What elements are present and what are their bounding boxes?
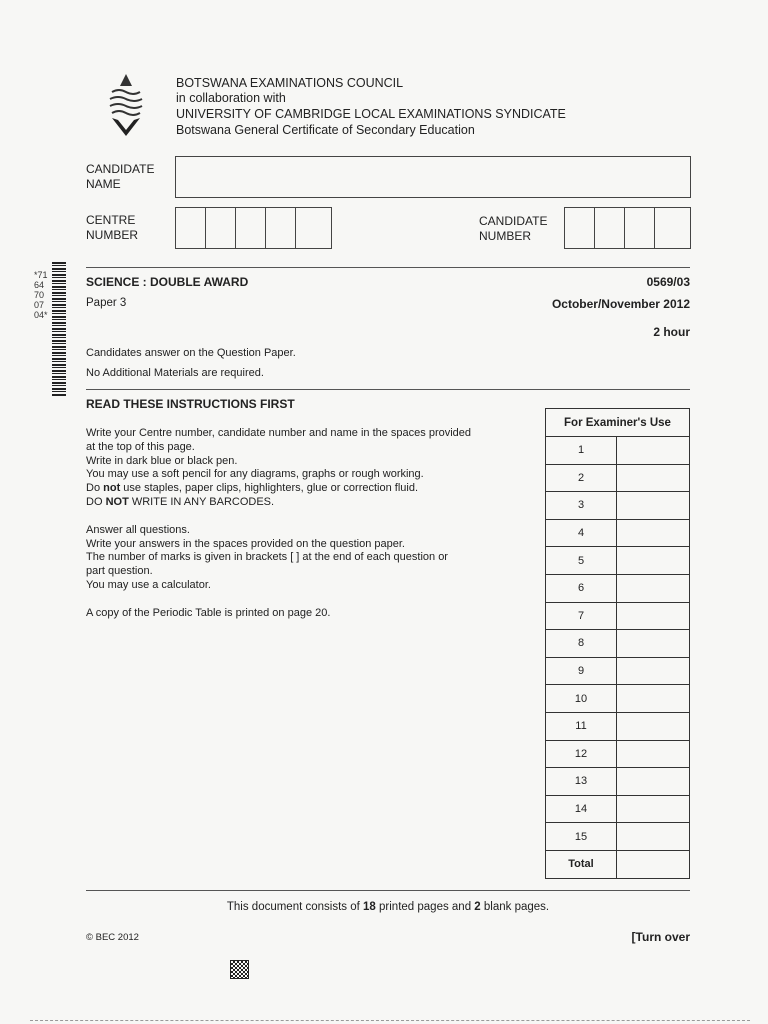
examiner-row <box>546 464 690 492</box>
copyright: © BEC 2012 <box>86 932 139 943</box>
candidate-number-input[interactable] <box>564 207 691 249</box>
candidate-name-label: CANDIDATE NAME <box>86 162 155 191</box>
question-number: 4 <box>546 519 617 547</box>
examiner-row <box>546 795 690 823</box>
question-number: 3 <box>546 492 617 520</box>
question-number: 10 <box>546 685 617 713</box>
question-number: 9 <box>546 657 617 685</box>
examiner-row <box>546 823 690 851</box>
examiner-row <box>546 630 690 658</box>
bec-logo-icon <box>104 72 148 138</box>
candidate-number-label: CANDIDATE NUMBER <box>479 214 548 243</box>
divider <box>86 267 690 268</box>
turn-over: [Turn over <box>631 930 690 944</box>
mark-cell[interactable] <box>617 437 690 465</box>
question-number: 15 <box>546 823 617 851</box>
examiner-row <box>546 712 690 740</box>
page-count-note: This document consists of 18 printed pages and 2 blank pages. <box>226 901 550 913</box>
barcode <box>52 262 66 396</box>
question-number: 1 <box>546 437 617 465</box>
paper-code: 0569/03 <box>646 275 690 289</box>
candidate-name-input[interactable] <box>175 156 691 198</box>
answer-note: Candidates answer on the Question Paper. <box>86 347 296 359</box>
question-number: 14 <box>546 795 617 823</box>
mark-cell[interactable] <box>617 768 690 796</box>
org-name: BOTSWANA EXAMINATIONS COUNCIL <box>176 76 404 90</box>
total-label: Total <box>546 850 617 878</box>
centre-number-label: CENTRE NUMBER <box>86 213 139 242</box>
examiner-row <box>546 602 690 630</box>
question-number: 6 <box>546 574 617 602</box>
mark-cell[interactable] <box>617 823 690 851</box>
divider <box>86 389 690 390</box>
examiner-row <box>546 740 690 768</box>
mark-cell[interactable] <box>617 547 690 575</box>
examiner-row <box>546 519 690 547</box>
examiner-use-table <box>545 408 690 879</box>
certificate-name: Botswana General Certificate of Secondary Education <box>176 123 475 137</box>
partner-name: UNIVERSITY OF CAMBRIDGE LOCAL EXAMINATIONS SYNDICATE <box>176 107 566 121</box>
barcode-digits: *7164700704* <box>34 270 48 320</box>
mark-cell[interactable] <box>617 712 690 740</box>
mark-cell[interactable] <box>617 630 690 658</box>
instructions-heading: READ THESE INSTRUCTIONS FIRST <box>86 397 295 411</box>
mark-cell[interactable] <box>617 464 690 492</box>
question-number: 2 <box>546 464 617 492</box>
mark-cell[interactable] <box>617 657 690 685</box>
mark-cell[interactable] <box>617 519 690 547</box>
exam-session: October/November 2012 <box>551 297 690 311</box>
question-number: 13 <box>546 768 617 796</box>
materials-note: No Additional Materials are required. <box>86 367 264 379</box>
divider <box>86 890 690 891</box>
mark-cell[interactable] <box>617 602 690 630</box>
question-number: 11 <box>546 712 617 740</box>
collab-text: in collaboration with <box>176 91 286 105</box>
question-number: 12 <box>546 740 617 768</box>
mark-cell[interactable] <box>617 740 690 768</box>
paper-number: Paper 3 <box>86 297 127 309</box>
mark-cell[interactable] <box>617 492 690 520</box>
exam-duration: 2 hour <box>653 325 690 339</box>
mark-cell[interactable] <box>617 685 690 713</box>
subject-title: SCIENCE : DOUBLE AWARD <box>86 275 249 289</box>
question-number: 8 <box>546 630 617 658</box>
page-edge <box>30 1020 750 1021</box>
examiner-row <box>546 685 690 713</box>
question-number: 7 <box>546 602 617 630</box>
examiner-row <box>546 437 690 465</box>
examiner-table-title: For Examiner's Use <box>546 409 690 437</box>
examiner-total-row <box>546 850 690 878</box>
examiner-row <box>546 768 690 796</box>
qr-code-icon <box>230 960 249 979</box>
examiner-row <box>546 657 690 685</box>
examiner-row <box>546 574 690 602</box>
mark-cell[interactable] <box>617 795 690 823</box>
mark-cell[interactable] <box>617 574 690 602</box>
question-number: 5 <box>546 547 617 575</box>
instructions-body: Write your Centre number, candidate number and name in the spaces provided at the top of this page. Write in dark blue or black pen. You may use a soft pencil for any diagrams, graphs or rough working. Do not use staples, paper clips, highlighters, glue or correction fluid. DO NOT WRITE IN ANY BARCODES. Answer all questions. Write your answers in the spaces provided on the question paper. The number of marks is given in brackets [ ] at the end of each question or part question. You may use a calculator. A copy of the Periodic Table is printed on page 20. <box>86 427 472 619</box>
examiner-row <box>546 492 690 520</box>
total-mark-cell[interactable] <box>617 850 690 878</box>
examiner-row <box>546 547 690 575</box>
centre-number-input[interactable] <box>175 207 332 249</box>
